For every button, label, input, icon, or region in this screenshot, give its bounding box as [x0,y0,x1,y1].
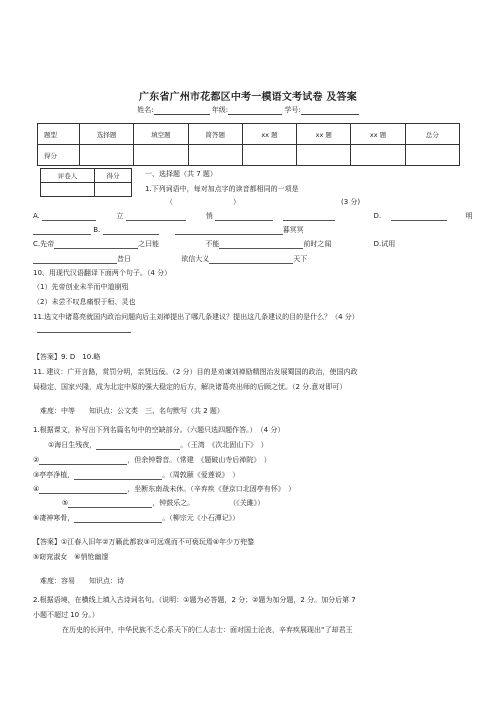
option-b-word: 暮冥冥 [282,226,304,234]
recite-line-4-start: ④ [33,485,40,493]
blank [215,213,273,221]
table-header-cell: 简答题 [188,124,242,145]
table-header-cell: 选择题 [79,124,133,145]
recite-line-6-end: 。（柳宗元《小石潭记》） [162,514,240,522]
recite-line-1 [48,440,268,450]
q1-paren-open: （ [166,198,173,206]
blank [68,500,152,508]
option-c-label: C.先帝 [33,240,55,248]
recite-line-3-start: ③亭亭净植， [33,471,75,479]
recite-line-3 [33,470,239,480]
recite-line-5-start: ⑤ [62,499,69,507]
answer-block-2: 【答案】①江春入旧年②万籁此都寂③可远观而不可亵玩焉④年少万兜鍪 [33,538,255,546]
option-c2-row [33,254,307,264]
recite-line-1-start: ①海日生残夜， [48,441,97,449]
grade-label: 年级: [211,106,229,114]
student-info-line [0,105,496,115]
recite-line-2-end: ，但余钟磬音。（常建 《题破山寺后禅院》 ） [127,456,271,464]
blank [74,515,162,523]
page-title: 广东省广州市花都区中考一模语文考试卷 及答案 [139,92,357,103]
blank [391,213,447,221]
option-d-label: D. [373,212,382,220]
blank [283,213,335,221]
score-cell[interactable] [405,145,459,166]
option-a-label: A. [33,212,40,220]
score-table-header-row [38,124,460,145]
blank [33,227,91,235]
option-c-word-3: 前时之闻 [303,240,332,248]
score-cell[interactable] [297,145,351,166]
option-a-row [33,211,473,221]
question-2-line-1: 2.根据语境，在横线上填入古诗词名句。（说明：①题为必答题，2 分；②题为加分题，2 分。加分后第 7 [33,596,356,604]
recite-line-2 [33,455,271,465]
question-2-line-3: 在历史的长河中，中华民族不乏心系天下的仁人志士：面对国土沦丧，辛弃疾展现出“了却君王 [62,626,353,634]
answer-block-1: 【答案】9. D 10.略 [33,353,101,361]
table-header-cell: 题型 [38,124,80,145]
evaluator-label: 评卷人 [41,169,95,183]
score-cell[interactable] [242,145,296,166]
table-header-cell: 填空题 [134,124,188,145]
meta-info-2: 难度：容易 知识点：诗 [40,577,124,585]
table-header-cell: xx 题 [242,124,296,145]
blank [74,472,162,480]
name-field[interactable] [154,106,210,115]
recite-line-6 [33,513,239,523]
score-row-label: 得分 [38,145,80,166]
blank [209,256,293,264]
number-field[interactable] [301,106,359,115]
blank [103,227,159,235]
answer-11-line-2: 局稳定，国家兴隆，成为北定中原的强大稳定的后方，解决诸葛亮出师的后顾之忧。（2 分.意对即可） [33,383,347,391]
recite-line-5-end: ，钟鼓乐之。 （《关雎》） [152,499,265,507]
question-10-sub-2: （2）未尝不叹息痛恨于桓、灵也 [33,298,136,306]
name-label: 姓名: [137,106,154,114]
score-cell[interactable] [188,145,242,166]
grade-field[interactable] [228,106,282,115]
recite-line-1-end: 。（王湾 《次北固山下》 ） [180,441,268,449]
recite-line-3-end: 。（周敦颐《爱莲说》 ） [162,471,240,479]
evaluator-table [40,168,132,197]
table-header-cell: xx 题 [351,124,405,145]
recite-line-5 [62,498,264,508]
score-cell[interactable] [79,145,133,166]
option-b-label: B. [93,226,101,234]
option-a-word-1: 立 [116,212,124,220]
option-c-word-1: 之曰能 [138,240,160,248]
option-d2-label: D.试用 [373,240,396,248]
recite-question-heading: 1.根据课文，补写出下列名篇名句中的空缺部分。（六题只选四题作答。） （4 分） [33,426,285,434]
meta-info-1: 难度：中等 知识点：公文类 三、名句默写（共 2 题） [40,407,224,415]
score-table-score-row [38,145,460,166]
blank [39,486,127,494]
q1-paren-close: ） [233,198,240,206]
option-c2-word-1: 昔日 [117,255,131,263]
table-header-cell: xx 题 [297,124,351,145]
option-a-word-2: 悄 [205,212,213,220]
question-2-line-2: 小题不超过 10 分。） [33,611,99,619]
q1-points: (3 分) [341,198,361,206]
question-1: 1.下列词语中，每对加点字的读音都相同的一项是 [145,185,299,193]
answer-line [37,332,131,333]
recite-line-6-start: ⑥凄神寒骨， [33,514,75,522]
question-10-sub-1: （1）先帝创业未半而中道崩殂 [33,283,129,291]
option-c2-word-2: 欲信大义 [181,255,210,263]
option-c-row [33,239,395,249]
recite-line-2-start: ② [33,456,40,464]
score-table [37,123,460,166]
option-c-word-2: 不能 [205,240,220,248]
evaluator-score-field[interactable] [95,183,132,197]
evaluator-score-label: 得分 [95,169,132,183]
recite-line-4-end: ，坐断东南战未休。（辛弃疾《登京口北固亭有怀》 ） [127,485,296,493]
score-cell[interactable] [351,145,405,166]
option-c2-word-3: 天下 [293,255,308,263]
blank [39,457,127,465]
number-label: 学号: [284,106,301,114]
answer-block-2-cont: ⑤窈窕淑女 ⑥悄怆幽邃 [33,553,109,561]
score-cell[interactable] [134,145,188,166]
blank [219,241,303,249]
blank [96,442,180,450]
blank [54,241,138,249]
blank [175,227,283,235]
question-10: 10、用现代汉语翻译下面两个句子。（4 分） [33,269,172,277]
question-11: 11.选文中诸葛亮就国内政治问题向后主刘禅提出了哪几条建议？提出这几条建议的目的是什么？（4 分） [33,313,359,321]
blank [126,213,186,221]
blank [42,213,96,221]
answer-11-line-1: 11. 建议：广开言路，赏罚分明，亲贤远佞。（2 分）目的是劝谏刘禅励精图治发展蜀国的政治，使国内政 [33,368,358,376]
section-heading: 一、选择题（共 7 题） [145,170,217,178]
recite-line-4 [33,484,295,494]
option-d-word-1: 明 [465,212,473,220]
evaluator-field[interactable] [41,183,95,197]
table-header-cell: 总分 [405,124,459,145]
option-b-row [33,225,304,235]
blank [33,256,117,264]
